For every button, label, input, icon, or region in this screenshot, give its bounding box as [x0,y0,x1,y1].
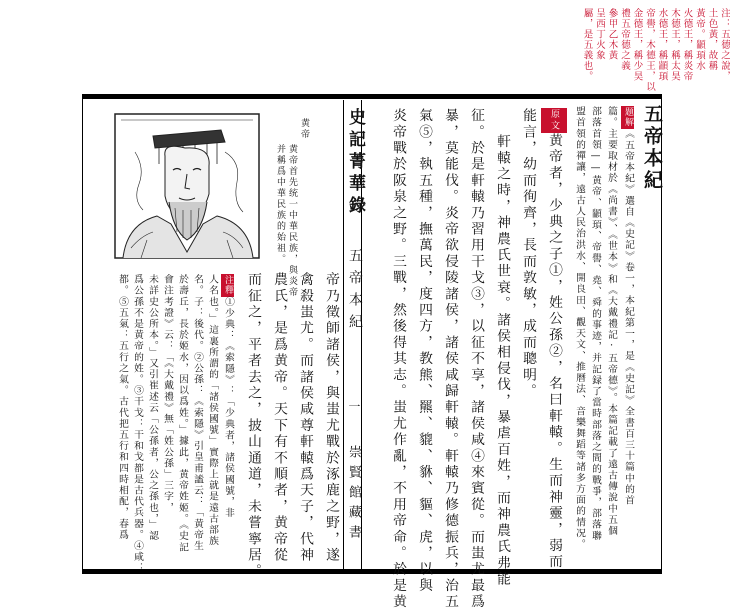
note-line-7: 爲公孫不是黄帝的姓。③干戈：干和戈都是古代兵器。④咸： [132,274,143,574]
note-line-3: 名。子：後代。②公孫：《索隱》引皇甫謐云：「黄帝生 [192,274,203,552]
red-note-line-5: 木德王，稱太昊 [669,8,680,82]
center-chapter-label: 五帝本紀 [347,248,363,336]
notes-tag: 注釋 [223,275,233,296]
note-line-2: 人名也。」這裏所謂的「諸侯國號」實際上就是遠古部族 [207,274,218,547]
huangdi-portrait-image [113,112,261,260]
red-note-line-11: 呈西丁火象 [594,8,605,61]
note-line-4: 於壽丘，長於姬水，因以爲姓。」據此，黄帝姓姬。《史記 [177,274,188,553]
page-number: 一 [347,400,361,412]
text-line-5: 暴，莫能伐。炎帝欲侵陵諸侯，諸侯咸歸軒轅。軒轅乃修德振兵，治五 [442,108,458,610]
publisher-label: 崇賢館藏書 [346,445,361,545]
red-note-line-4: 火德王，稱炎帝 [681,8,693,82]
book-title: 史記菁華錄 [345,108,365,218]
red-note-line-10: 參甲乙木黃 [606,8,618,61]
text-tag: 原文 [541,108,567,133]
left-text-line-2: 禽殺蚩尤。而諸侯咸尊軒轅爲天子，代神 [297,272,313,564]
note-line-8: 都。⑤五氣：五行之氣。古代把五行和四時相配，春爲 [117,274,128,541]
note-line-5: 會注考證》云：「《大戴禮》無「姓公孫」三字， [162,274,173,514]
red-note-line-1: 注：五德之說， [719,8,730,82]
red-note-line-2: 土色黃，故稱 [706,8,718,71]
text-line-6: 氣⑤，執五種，撫萬民，度四方，教熊、羆、貔、貅、貙、虎，以與 [416,108,432,594]
intro-tag: 題解 [623,107,633,128]
left-text-line-3: 農氏，是爲黄帝。天下有不順者，黄帝從 [271,272,287,564]
red-note-line-7: 帝嚳，木德王，以 [644,8,655,92]
left-text-line-1: 帝乃徵師諸侯，與蚩尤戰於涿鹿之野，遂 [323,272,339,564]
chapter-title: 五帝本紀 [641,104,663,192]
text-line-3: 軒轅之時，神農氏世衰。諸侯相侵伐，暴虐百姓，而神農氏弗能 [494,134,510,588]
intro-line-4: 盟首領的禪讓，遠古人民治洪水、開良田、觀天文、推曆法、音樂舞蹈等諸多方面的情况。 [574,106,585,550]
red-note-line-3: 黃帝。顓頊水 [694,8,705,71]
red-note-line-9: 禮五帝德之義 [619,8,630,71]
red-note-line-8: 金德王，稱少昊 [631,8,643,82]
intro-line-3: 部落首領——黄帝、顓頊、帝嚳、堯、舜的事迹，并記録了當時部落之間的戰爭，部落聯 [590,106,601,542]
text-line-1: 原文黄帝者，少典之子①，姓公孫②，名曰軒轅。生而神靈，弱而 [541,108,567,570]
intro-line-1: 題解《五帝本紀》選自《史記》卷一，本紀第一，是《史記》全書百三十篇中的首 [623,107,634,507]
left-text-line-4: 而征之，平者去之，披山通道，未嘗寧居。 [245,272,261,580]
note-line-6: 未詳史公所本。」又引崔述云「公孫者，公之孫也，」認 [147,274,158,542]
portrait-caption-name: 黄帝 [299,118,309,140]
intro-line-2: 篇。主要取材於《尚書》、《世本》和《大戴禮記·五帝德》。本篇記載了遠古傳說中五個 [606,106,617,537]
text-line-2: 能言，幼而徇齊，長而敦敏，成而聰明。 [520,108,536,400]
note-line-1: 注釋①少典：《索隱》：「少典者，諸侯國號，非 [223,275,234,519]
text-line-7: 炎帝戰於阪泉之野。三戰，然後得其志。蚩尤作亂，不用帝命。於是黄 [390,108,406,610]
portrait-caption-line-2: 并稱爲中華民族的始祖。 [275,144,285,265]
red-note-line-12: 屬，是五義也。 [581,8,593,82]
portrait-caption-line-1: 黄帝首先统一中華民族，與炎帝 [287,144,297,298]
text-line-4: 征。於是軒轅乃習用干戈③，以征不享，諸侯咸④來賓從。而蚩尤最爲 [468,108,484,610]
red-note-line-6: 水德王，稱顓頊 [656,8,668,82]
